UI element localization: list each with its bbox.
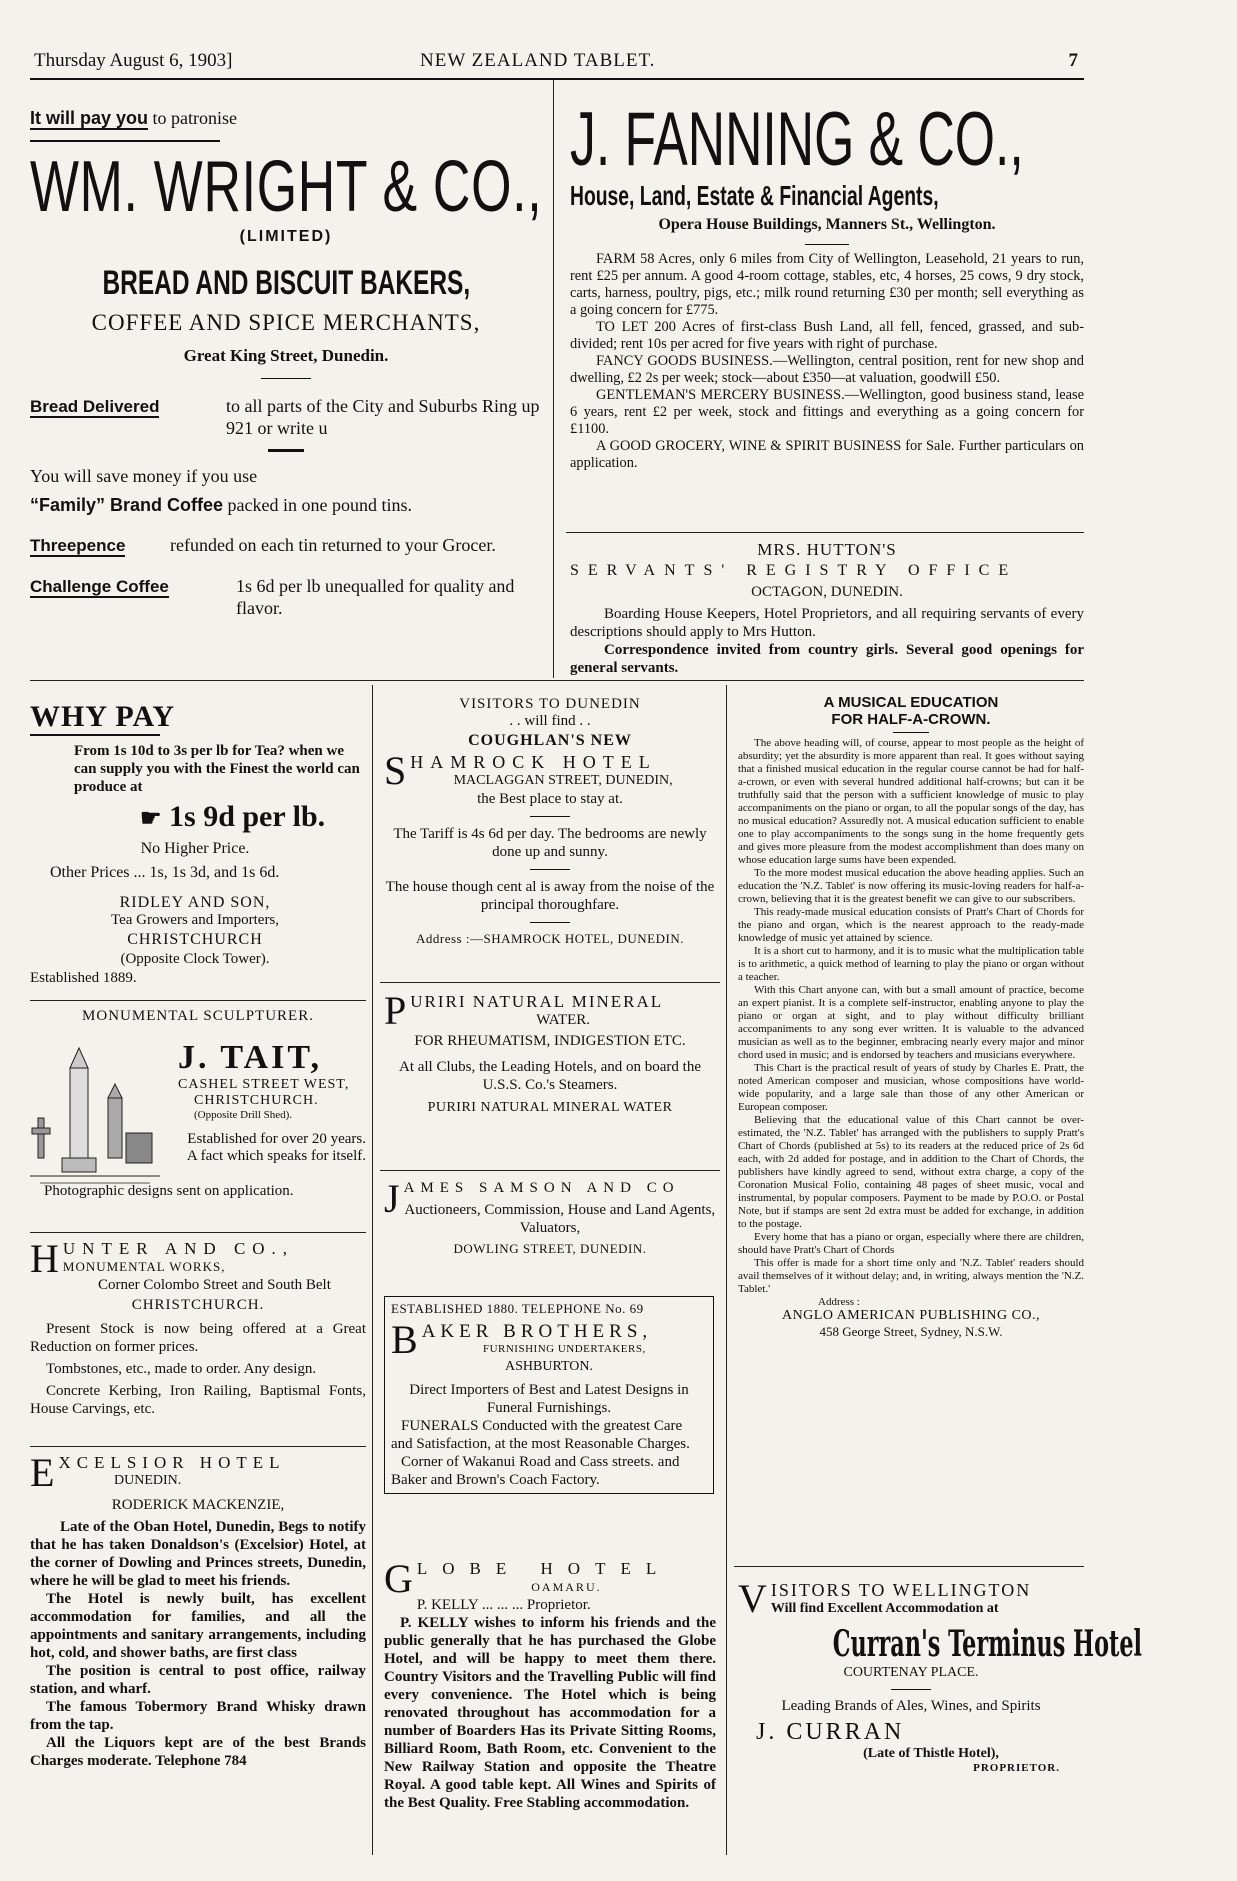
divider xyxy=(380,1170,720,1171)
fanning-listing: A GOOD GROCERY, WINE & SPIRIT BUSINESS for Sale. Further particulars on application. xyxy=(570,438,1084,471)
divider xyxy=(30,1000,366,1001)
fanning-name: J. FANNING & CO., xyxy=(570,97,1024,182)
musical-para: Every home that has a piano or organ, especially where there are children, should have Pratt's Chart of Chords xyxy=(738,1231,1084,1256)
shamrock-name: HAMROCK HOTEL xyxy=(410,752,657,772)
wright-merchants: COFFEE AND SPICE MERCHANTS, xyxy=(91,310,481,335)
whypay-firm: RIDLEY AND SON, xyxy=(119,894,271,911)
page-header xyxy=(30,48,1084,80)
whypay-role: Tea Growers and Importers, xyxy=(110,912,280,928)
puriri-dropcap: P xyxy=(384,988,407,1033)
musical-para: The above heading will, of course, appear to most people as the height of absurdity; yet the absurdity is more apparent than real. It goes without saying that a finished musical education in the regular course cannot be had for half-a-crown, or even with several hundred additional half-crowns; but can it be truthfully said that the person with a sufficient knowledge of music to play accompaniments on the piano or organ, to all the popular songs of the day, has no musical education? Assuredly not. A musical education sufficient to enable one to play accompaniments to the songs sung in the home frequently gets and gives more pleasure from the modest accomplishment than does many on whose education large sums have been expended. xyxy=(738,737,1084,866)
tait-est: Established for over 20 years. A fact which speaks for itself. xyxy=(186,1131,366,1164)
musical-address-label: Address : xyxy=(818,1296,860,1308)
wright-ad xyxy=(30,108,542,619)
samson-role: Auctioneers, Commission, House and Land Agents, Valuators, xyxy=(404,1202,716,1236)
shamrock-best: the Best place to stay at. xyxy=(477,791,623,807)
whypay-ad xyxy=(30,700,360,987)
baker-est: ESTABLISHED 1880. TELEPHONE No. 69 xyxy=(391,1301,644,1316)
curran-prop: PROPRIETOR. xyxy=(973,1762,1060,1774)
puriri-footer: PURIRI NATURAL MINERAL WATER xyxy=(427,1100,673,1115)
wright-bread-text: to all parts of the City and Suburbs Ring up 921 or write u xyxy=(226,396,540,438)
samson-dropcap: J xyxy=(384,1176,400,1221)
hunter-p2: Tombstones, etc., made to order. Any design. xyxy=(46,1361,317,1377)
musical-para: This ready-made musical education consists of Pratt's Chart of Chords for the piano and organ, which is the nearest approach to the ready-made knowledge of music yet attained by science. xyxy=(738,906,1084,944)
musical-company-address: 458 George Street, Sydney, N.S.W. xyxy=(819,1324,1003,1339)
globe-name: LOBE HOTEL xyxy=(416,1559,672,1578)
hutton-title: SERVANTS' REGISTRY OFFICE xyxy=(570,562,1018,579)
section-rule xyxy=(30,680,1084,681)
monument-illustration-icon xyxy=(30,1038,160,1188)
musical-title1: A MUSICAL EDUCATION xyxy=(823,694,999,711)
whypay-est: Established 1889. xyxy=(30,970,137,986)
excelsior-city: DUNEDIN. xyxy=(114,1473,182,1488)
divider xyxy=(566,532,1084,533)
wright-bread-label: Bread Delivered xyxy=(30,397,160,416)
whypay-body: From 1s 10d to 3s per lb for Tea? when we can supply you with the Finest the world can produce at xyxy=(74,743,360,795)
hunter-dropcap: H xyxy=(30,1236,59,1281)
curran-name: J. CURRAN xyxy=(756,1719,905,1745)
excelsior-ad xyxy=(30,1450,366,1770)
tait-city: CHRISTCHURCH. xyxy=(194,1093,319,1108)
globe-p1: P. KELLY wishes to inform his friends and the public generally that he has purchased the Globe Hotel, and will be happy to meet them there. Country Visitors and the Travelling Public will find every convenience. The Hotel which is being renovated throughout has accommodation for a number of Boarders Has its Private Sitting Rooms, Billiard Room, Bath Room, etc. Convenient to the New Railway Station and opposite the Theatre Royal. A good table kept. All Wines and Spirits of the Best Quality. Free Stabling accommodation. xyxy=(384,1615,716,1811)
shamrock-street: MACLAGGAN STREET, DUNEDIN, xyxy=(453,773,673,788)
puriri-water: WATER. xyxy=(536,1012,590,1028)
fanning-ad xyxy=(570,97,1084,472)
curran-ad xyxy=(738,1576,1143,1774)
samson-street: DOWLING STREET, DUNEDIN. xyxy=(453,1241,647,1256)
hutton-body1: Boarding House Keepers, Hotel Proprietors, and all requiring servants of every descriptions should apply to Mrs Hutton. xyxy=(570,606,1084,640)
fanning-listing: FARM 58 Acres, only 6 miles from City of Wellington, Leasehold, 21 years to run, rent £25 per annum. A good 4-room cottage, stables, etc, 4 horses, 25 cows, 9 dry stock, carts, harness, poultry, pigs, etc.; milk round returning £30 per month; sell everything as a going concern for £775. xyxy=(570,251,1084,318)
fanning-subtitle: House, Land, Estate & Financial Agents, xyxy=(570,180,939,211)
hunter-ad xyxy=(30,1236,366,1418)
wright-lead-bold: It will pay you xyxy=(30,108,149,128)
shamrock-owner: COUGHLAN'S NEW xyxy=(468,732,632,749)
whypay-city: CHRISTCHURCH xyxy=(127,931,263,948)
hutton-body2: Correspondence invited from country girls. Several good openings for general servants. xyxy=(570,642,1084,676)
curran-brands: Leading Brands of Ales, Wines, and Spirits xyxy=(781,1698,1041,1714)
whypay-other: Other Prices ... 1s, 1s 3d, and 1s 6d. xyxy=(50,864,280,881)
musical-para: Believing that the educational value of this Chart cannot be over-estimated, the 'N.Z. Tablet' has arranged with the publishers to supply Pratt's Chart of Chords (published at 5s) to its readers at the reduced price of 2s 6d each, with 2d added for postage, and in addition to the Chart of Chords, the publishers have kindly agreed to send, without extra charge, a copy of the Coronation Musical Folio, containing 48 pages of sheet music, vocal and instrumental, by popular composers. Payment to be made by P.O.O. or Postal Note, but if stamps are sent 2d extra must be added for exchange, in addition to the postage. xyxy=(738,1114,1084,1230)
wright-lead-rest: to patronise xyxy=(152,108,238,128)
pointing-hand-icon: ☛ xyxy=(140,806,162,832)
hutton-name: MRS. HUTTON'S xyxy=(757,540,897,559)
whypay-nohigher: No Higher Price. xyxy=(140,840,250,857)
samson-name: AMES SAMSON AND CO xyxy=(403,1180,680,1196)
wright-name: WM. WRIGHT & CO., xyxy=(30,147,543,227)
hunter-city: CHRISTCHURCH. xyxy=(131,1297,265,1313)
excelsior-p2: The Hotel is newly built, has excellent accommodation for families, and all the appointments and sanitary arrangements, including hot, cold, and shower baths, are first class xyxy=(30,1591,366,1661)
wright-family-label: “Family” Brand Coffee xyxy=(30,495,224,515)
header-date: Thursday August 6, 1903] xyxy=(34,50,233,71)
column-rule xyxy=(726,685,727,1855)
hunter-p1: Present Stock is now being offered at a Great Reduction on former prices. xyxy=(30,1321,366,1355)
wright-challenge-label: Challenge Coffee xyxy=(30,577,169,596)
tait-name: J. TAIT, xyxy=(178,1039,322,1076)
baker-role: FURNISHING UNDERTAKERS, xyxy=(482,1343,646,1355)
puriri-ad xyxy=(384,988,716,1116)
shamrock-visitors: VISITORS TO DUNEDIN xyxy=(459,696,641,712)
whypay-opp: (Opposite Clock Tower). xyxy=(120,951,270,967)
curran-place: COURTENAY PLACE. xyxy=(843,1665,979,1680)
puriri-name: URIRI NATURAL MINERAL xyxy=(410,992,664,1011)
curran-visitors: ISITORS TO WELLINGTON xyxy=(770,1580,1032,1600)
baker-city: ASHBURTON. xyxy=(505,1359,593,1374)
hunter-works: MONUMENTAL WORKS, xyxy=(62,1259,226,1274)
divider xyxy=(30,1232,366,1233)
hunter-p3: Concrete Kerbing, Iron Railing, Baptismal Fonts, House Carvings, etc. xyxy=(30,1383,366,1417)
globe-place: OAMARU. xyxy=(531,1580,602,1594)
excelsior-p4: The famous Tobermory Brand Whisky drawn from the tap. xyxy=(30,1699,366,1733)
baker-p2: FUNERALS Conducted with the greatest Care and Satisfaction, at the most Reasonable Charges. xyxy=(391,1418,690,1452)
musical-para: To the more modest musical education the above heading applies. Such an education the 'N.Z. Tablet' is now offering its music-loving readers for half-a-crown, believing that it is the greatest benefit we can give to our subscribers. xyxy=(738,867,1084,905)
puriri-for: FOR RHEUMATISM, INDIGESTION ETC. xyxy=(414,1033,686,1049)
curran-late: (Late of Thistle Hotel), xyxy=(863,1746,999,1761)
tait-street: CASHEL STREET WEST, xyxy=(178,1077,350,1092)
excelsior-p3: The position is central to post office, railway station, and wharf. xyxy=(30,1663,366,1697)
whypay-price: 1s 9d per lb. xyxy=(169,800,326,833)
fanning-listing: TO LET 200 Acres of first-class Bush Land, all fell, fenced, grassed, and sub-divided; rent 10s per acred for five years with right of purchase. xyxy=(570,319,1084,352)
tait-photo: Photographic designs sent on application. xyxy=(44,1183,294,1199)
shamrock-house: The house though cent al is away from the noise of the principal thoroughfare. xyxy=(385,879,715,913)
curran-will: Will find Excellent Accommodation at xyxy=(770,1601,999,1616)
hunter-corner: Corner Colombo Street and South Belt xyxy=(97,1277,331,1293)
musical-para: This offer is made for a short time only and 'N.Z. Tablet' readers should avail themselves of it without delay; and, in writing, always mention the 'N.Z. Tablet.' xyxy=(738,1257,1084,1295)
puriri-clubs: At all Clubs, the Leading Hotels, and on board the U.S.S. Co.'s Steamers. xyxy=(398,1059,702,1093)
samson-ad xyxy=(384,1176,716,1257)
baker-p1: Direct Importers of Best and Latest Designs in Funeral Furnishings. xyxy=(409,1382,689,1416)
wright-family-text: packed in one pound tins. xyxy=(227,495,413,515)
shamrock-dropcap: S xyxy=(384,748,407,793)
hunter-name: UNTER AND CO., xyxy=(62,1239,295,1258)
fanning-address: Opera House Buildings, Manners St., Wellington. xyxy=(658,216,996,233)
baker-dropcap: B xyxy=(391,1317,418,1362)
hutton-ad xyxy=(570,540,1084,677)
fanning-listings xyxy=(570,251,1084,472)
column-rule xyxy=(553,80,554,678)
wright-address: Great King Street, Dunedin. xyxy=(183,346,389,365)
globe-ad xyxy=(384,1556,716,1812)
header-page-number: 7 xyxy=(1068,50,1078,71)
shamrock-tariff: The Tariff is 4s 6d per day. The bedrooms are newly done up and sunny. xyxy=(393,826,707,860)
header-title: NEW ZEALAND TABLET. xyxy=(420,50,656,71)
wright-challenge-text: 1s 6d per lb unequalled for quality and flavor. xyxy=(236,576,515,618)
fanning-listing: FANCY GOODS BUSINESS.—Wellington, central position, rent for new shop and dwelling, £2 2s per week; stock—about £350—at valuation, goodwill £50. xyxy=(570,353,1084,386)
hutton-address: OCTAGON, DUNEDIN. xyxy=(751,584,903,600)
musical-title2: FOR HALF-A-CROWN. xyxy=(831,711,991,728)
musical-para: It is a short cut to harmony, and it is to music what the multiplication table is to arithmetic, a quick method of learning to play the piano or organ without a teacher. xyxy=(738,945,1084,983)
shamrock-address: Address :—SHAMROCK HOTEL, DUNEDIN. xyxy=(416,931,684,946)
curran-hotel: Curran's Terminus Hotel xyxy=(832,1623,1143,1665)
baker-ad xyxy=(384,1296,714,1494)
wright-save: You will save money if you use xyxy=(30,466,258,486)
baker-p3: Corner of Wakanui Road and Cass streets. and Baker and Brown's Coach Factory. xyxy=(391,1454,680,1488)
excelsior-owner: RODERICK MACKENZIE, xyxy=(111,1497,285,1513)
musical-para: With this Chart anyone can, with but a small amount of practice, become an expert pianist. It is a complete self-instructor, enabling anyone to play the piano or organ at sight, and to play without difficulty brilliant accompaniments to any song ever written. It is valuable to the advanced musician as well as to the beginner, embracing nearly every major and minor chord used in music; and is endorsed by teachers and musicians everywhere. xyxy=(738,984,1084,1061)
musical-para: This Chart is the practical result of years of study by Charles E. Pratt, the noted American composer and musician, whose compositions have world-wide popularity, and a large sale than those of any other American or European composer. xyxy=(738,1062,1084,1113)
curran-dropcap: V xyxy=(738,1576,767,1621)
excelsior-p5: All the Liquors kept are of the best Brands Charges moderate. Telephone 784 xyxy=(30,1735,366,1769)
globe-dropcap: G xyxy=(384,1556,413,1601)
musical-company: ANGLO AMERICAN PUBLISHING CO., xyxy=(781,1308,1041,1323)
shamrock-find: . . will find . . xyxy=(509,713,591,729)
whypay-title: WHY PAY xyxy=(30,700,176,733)
tait-ad xyxy=(30,1008,366,1200)
divider xyxy=(30,1446,366,1447)
excelsior-dropcap: E xyxy=(30,1450,55,1495)
wright-limited: (LIMITED) xyxy=(239,228,333,245)
excelsior-name: XCELSIOR HOTEL xyxy=(58,1453,286,1472)
divider xyxy=(380,982,720,983)
baker-name: AKER BROTHERS, xyxy=(421,1321,653,1342)
globe-prop: P. KELLY ... ... ... Proprietor. xyxy=(416,1597,591,1613)
column-rule xyxy=(372,685,373,1855)
wright-trade: BREAD AND BISCUIT BAKERS, xyxy=(102,264,470,302)
tait-opp: (Opposite Drill Shed). xyxy=(194,1109,293,1121)
musical-body xyxy=(738,737,1084,1296)
wright-three-text: refunded on each tin returned to your Grocer. xyxy=(170,535,496,555)
tait-head: MONUMENTAL SCULPTURER. xyxy=(82,1008,314,1024)
shamrock-ad xyxy=(384,696,716,947)
musical-ad xyxy=(738,694,1084,1340)
divider xyxy=(734,1566,1084,1567)
wright-three-label: Threepence xyxy=(30,536,126,555)
fanning-listing: GENTLEMAN'S MERCERY BUSINESS.—Wellington, good business stand, lease 6 years, rent £2 per week, stock and fittings and everything as a going concern for £1100. xyxy=(570,387,1084,437)
excelsior-p1: Late of the Oban Hotel, Dunedin, Begs to notify that he has taken Donaldson's (Excelsior) Hotel, at the corner of Dowling and Princes streets, Dunedin, where he will be glad to meet his friends. xyxy=(30,1519,366,1589)
